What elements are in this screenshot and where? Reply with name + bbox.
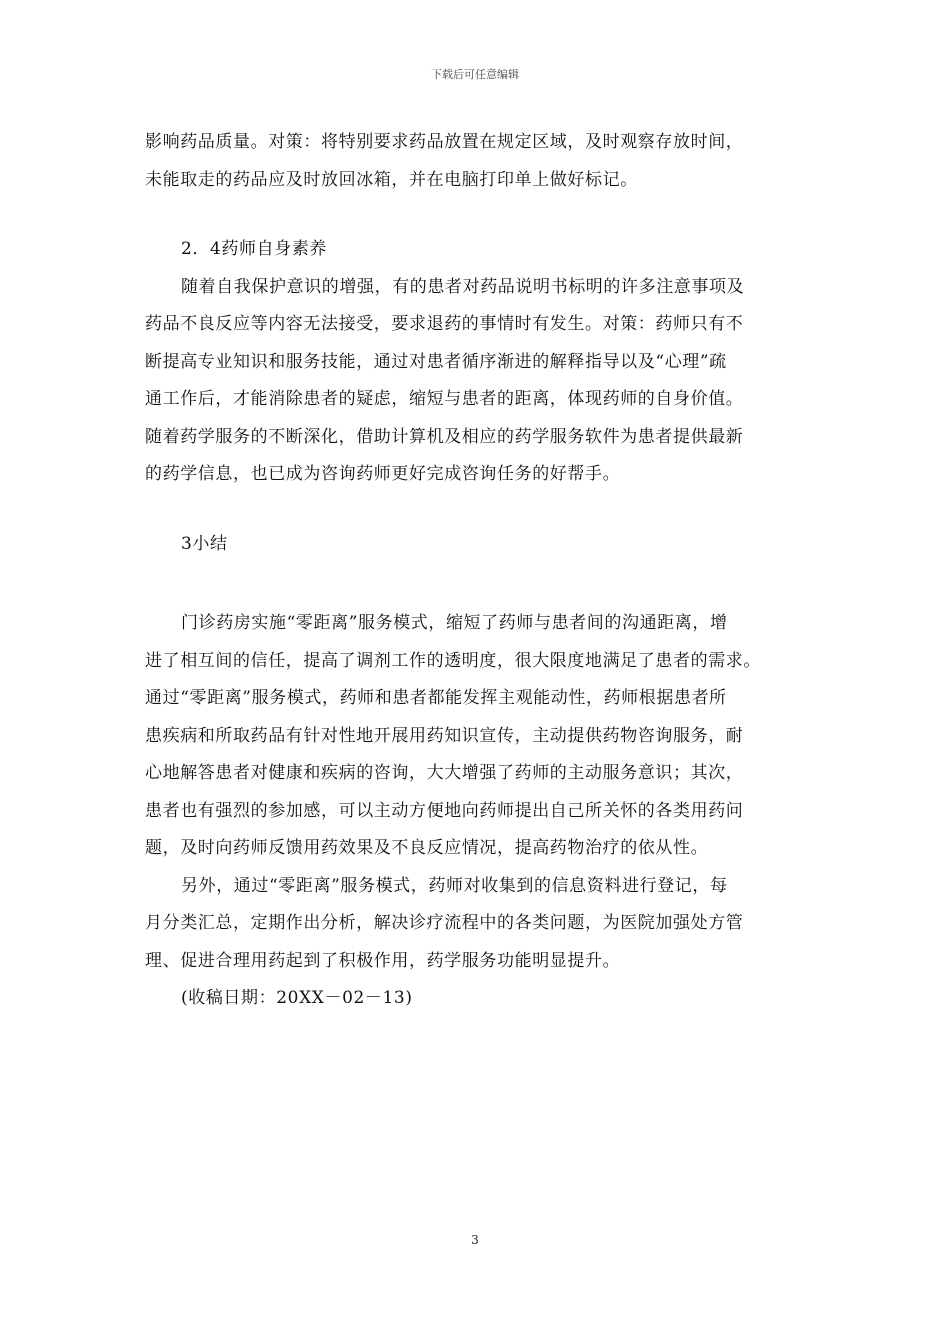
text-line: 心地解答患者对健康和疾病的咨询，大大增强了药师的主动服务意识；其次， [145,763,744,783]
text-line: 月分类汇总，定期作出分析，解决诊疗流程中的各类问题，为医院加强处方管 [145,913,744,933]
text-line: 患者也有强烈的参加感，可以主动方便地向药师提出自己所关怀的各类用药问 [145,800,744,821]
text-line: 的药学信息，也已成为咨询药师更好完成咨询任务的好帮手。 [145,464,621,484]
paragraph-pharmacist-quality [145,269,810,494]
text-line: 随着自我保护意识的增强，有的患者对药品说明书标明的许多注意事项及 [181,276,745,297]
paragraph-storage-countermeasure [145,124,810,199]
text-line: 门诊药房实施“零距离”服务模式，缩短了药师与患者间的沟通距离，增 [181,613,728,633]
section-heading-2-4: 2．4药师自身素养 [181,239,328,259]
text-line: 另外，通过“零距离”服务模式，药师对收集到的信息资料进行登记，每 [181,875,728,896]
paragraph-additional [145,868,810,981]
document-body [145,124,810,1018]
text-line: 断提高专业知识和服务技能，通过对患者循序渐进的解释指导以及“心理”疏 [145,351,727,372]
text-line: 药品不良反应等内容无法接受，要求退药的事情时有发生。对策：药师只有不 [145,314,744,334]
text-line: 未能取走的药品应及时放回冰箱，并在电脑打印单上做好标记。 [145,169,638,190]
section-heading-3: 3小结 [181,533,228,554]
text-line: 影响药品质量。对策：将特别要求药品放置在规定区域，及时观察存放时间， [145,132,744,152]
text-line: 通工作后，才能消除患者的疑虑，缩短与患者的距离，体现药师的自身价值。 [145,389,744,409]
text-line: 通过“零距离”服务模式，药师和患者都能发挥主观能动性，药师根据患者所 [145,688,727,708]
text-line: 患疾病和所取药品有针对性地开展用药知识宣传，主动提供药物咨询服务，耐 [145,725,744,746]
paragraph-summary [145,605,810,868]
page-header: 下载后可任意编辑 [431,68,519,81]
received-date: (收稿日期：20XX－02－13) [181,988,413,1008]
text-line: 题，及时向药师反馈用药效果及不良反应情况，提高药物治疗的依从性。 [145,838,709,858]
text-line: 理、促进合理用药起到了积极作用，药学服务功能明显提升。 [145,950,621,971]
text-line: 进了相互间的信任，提高了调剂工作的透明度，很大限度地满足了患者的需求。 [145,650,761,671]
text-line: 随着药学服务的不断深化，借助计算机及相应的药学服务软件为患者提供最新 [145,426,744,447]
page-number: 3 [471,1233,479,1247]
